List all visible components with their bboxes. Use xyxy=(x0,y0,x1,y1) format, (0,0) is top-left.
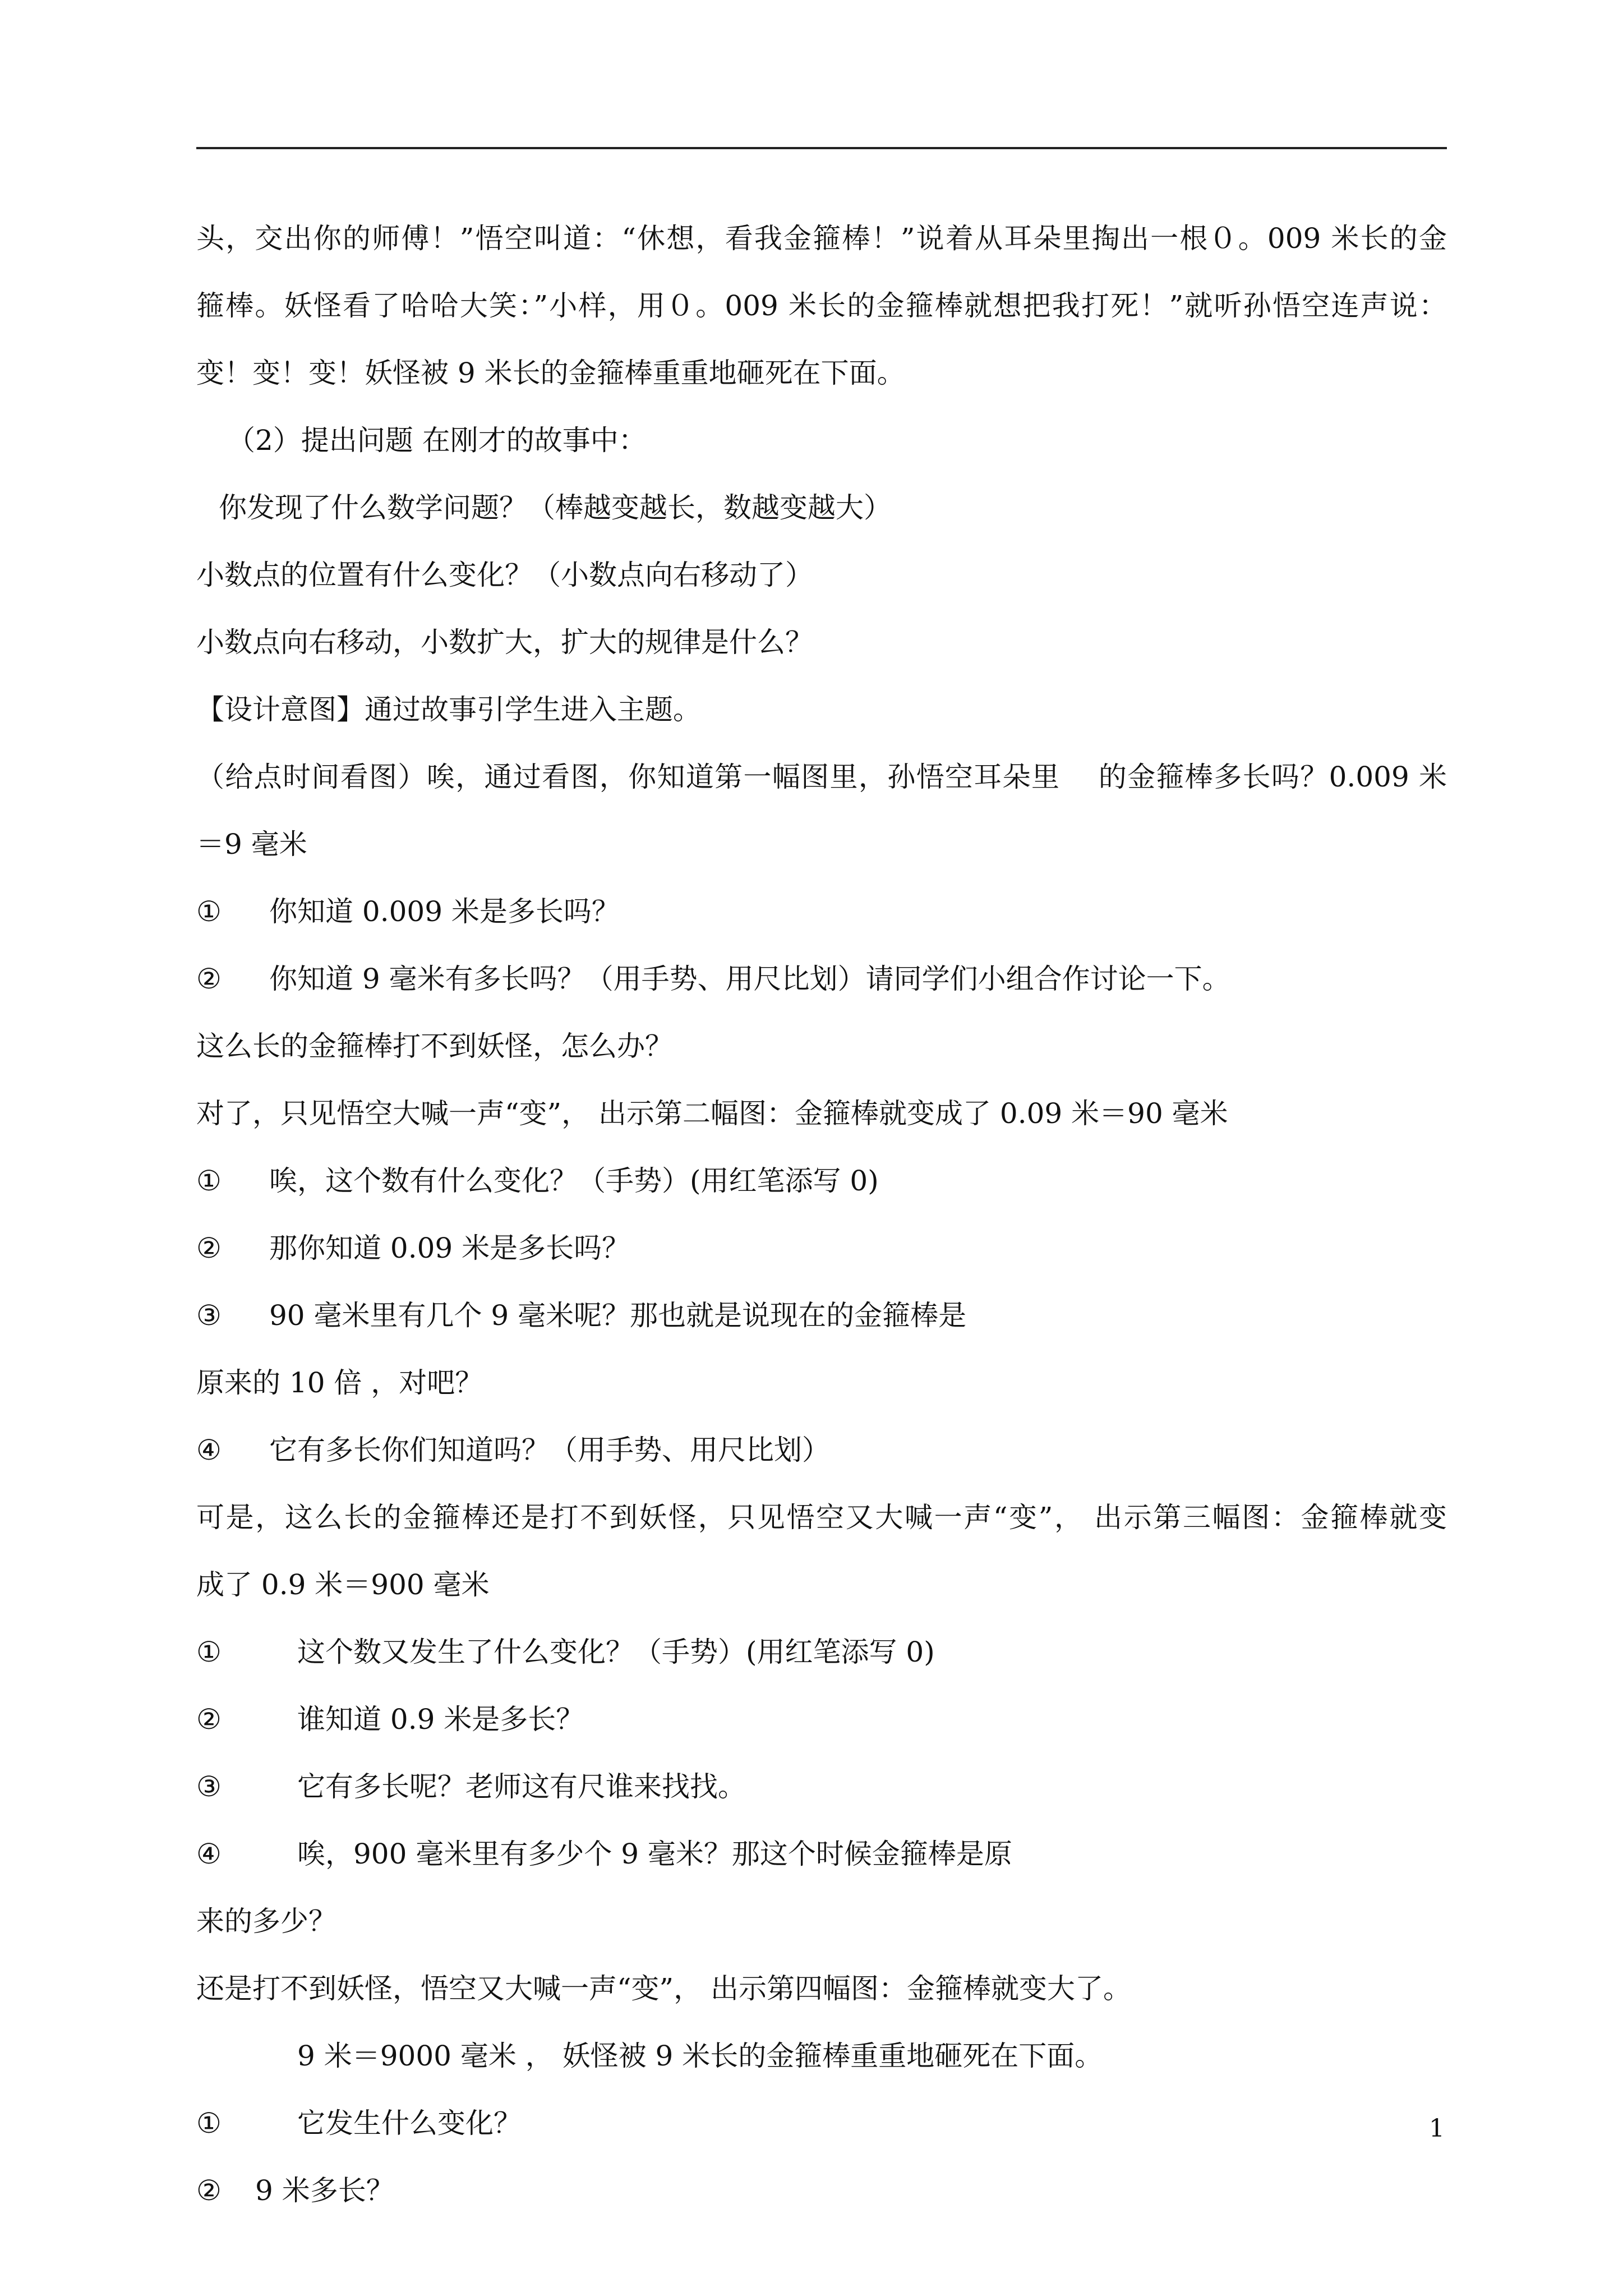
list-item-text: 它发生什么变化？ xyxy=(297,2107,522,2139)
list-marker: ① xyxy=(196,2107,222,2139)
design-intent-line: 【设计意图】通过故事引学生进入主题。 xyxy=(196,693,701,726)
paragraph-line: 9 米＝9000 毫米 ， 妖怪被 9 米长的金箍棒重重地砸死在下面。 xyxy=(297,2040,1103,2072)
list-item-text: 这个数又发生了什么变化？（手势）(用红笔添写 0) xyxy=(297,1636,935,1668)
list-item xyxy=(196,945,1447,1013)
page-number: 1 xyxy=(1429,2114,1445,2143)
paragraph-line: 还是打不到妖怪，悟空又大喊一声“变”， 出示第四幅图：金箍棒就变大了。 xyxy=(196,1972,1132,2005)
list-item xyxy=(196,1416,1447,1484)
document-body xyxy=(196,205,1447,2224)
list-marker: ③ xyxy=(196,1770,222,1803)
list-item-text: 唉，这个数有什么变化？（手势）(用红笔添写 0) xyxy=(269,1165,879,1197)
list-item xyxy=(196,1282,1447,1349)
list-marker: ① xyxy=(196,895,222,928)
paragraph-line: 原来的 10 倍 ，对吧？ xyxy=(196,1366,483,1399)
paragraph-line: 头，交出你的师傅！”悟空叫道：“休想，看我金箍棒！”说着从耳朵里掏出一根０。009 米长的金 xyxy=(196,222,1447,255)
list-marker: ② xyxy=(196,1703,222,1736)
list-item-text: 它有多长呢？老师这有尺谁来找找。 xyxy=(297,1770,746,1803)
list-marker: ② xyxy=(196,2174,222,2207)
question-line: 小数点向右移动，小数扩大，扩大的规律是什么？ xyxy=(196,626,813,659)
list-marker: ① xyxy=(196,1165,222,1197)
list-item-text: 唉，900 毫米里有多少个 9 毫米？那这个时候金箍棒是原 xyxy=(297,1838,1012,1870)
list-item xyxy=(196,878,1447,945)
list-marker: ② xyxy=(196,1232,222,1264)
paragraph-line: 对了，只见悟空大喊一声“变”， 出示第二幅图：金箍棒就变成了 0.09 米＝90 毫米 xyxy=(196,1097,1228,1130)
list-item xyxy=(196,1147,1447,1214)
list-item xyxy=(196,1753,1447,1820)
paragraph-line: 箍棒。妖怪看了哈哈大笑：”小样，用０。009 米长的金箍棒就想把我打死！”就听孙悟空连声说： xyxy=(196,289,1447,322)
header-rule xyxy=(196,147,1447,149)
list-marker: ④ xyxy=(196,1838,222,1870)
paragraph-line: ＝9 毫米 xyxy=(196,828,307,861)
list-item xyxy=(196,1214,1447,1282)
paragraph-line: 变！变！变！妖怪被 9 米长的金箍棒重重地砸死在下面。 xyxy=(196,357,905,389)
list-marker: ③ xyxy=(196,1299,222,1332)
list-item xyxy=(196,2157,1447,2224)
list-item-text: 那你知道 0.09 米是多长吗？ xyxy=(269,1232,630,1264)
list-item-text: 谁知道 0.9 米是多长？ xyxy=(297,1703,584,1736)
list-item-text: 你知道 9 毫米有多长吗？（用手势、用尺比划）请同学们小组合作讨论一下。 xyxy=(269,963,1230,995)
list-item-text: 9 米多长？ xyxy=(255,2174,394,2207)
list-item xyxy=(196,2090,1447,2157)
paragraph-line: 来的多少？ xyxy=(196,1905,336,1938)
list-item-text: 它有多长你们知道吗？（用手势、用尺比划） xyxy=(269,1434,830,1466)
section-heading: （2）提出问题 在刚才的故事中： xyxy=(227,424,647,457)
paragraph-line: 成了 0.9 米＝900 毫米 xyxy=(196,1568,490,1601)
list-item-text: 你知道 0.009 米是多长吗？ xyxy=(269,895,620,928)
paragraph-line: 可是，这么长的金箍棒还是打不到妖怪，只见悟空又大喊一声“变”， 出示第三幅图：金箍棒就变 xyxy=(196,1501,1447,1534)
question-line: 你发现了什么数学问题？（棒越变越长，数越变越大） xyxy=(219,491,892,524)
paragraph-line: 这么长的金箍棒打不到妖怪，怎么办？ xyxy=(196,1030,673,1062)
list-item xyxy=(196,1686,1447,1753)
list-marker: ② xyxy=(196,963,222,995)
question-line: 小数点的位置有什么变化？（小数点向右移动了） xyxy=(196,559,813,591)
list-item-text: 90 毫米里有几个 9 毫米呢？那也就是说现在的金箍棒是 xyxy=(269,1299,967,1332)
list-marker: ④ xyxy=(196,1434,222,1466)
list-item xyxy=(196,1820,1447,1888)
list-item xyxy=(196,1618,1447,1686)
list-marker: ① xyxy=(196,1636,222,1668)
paragraph-line: （给点时间看图）唉，通过看图，你知道第一幅图里，孙悟空耳朵里 的金箍棒多长吗？0.009 米 xyxy=(196,761,1447,793)
